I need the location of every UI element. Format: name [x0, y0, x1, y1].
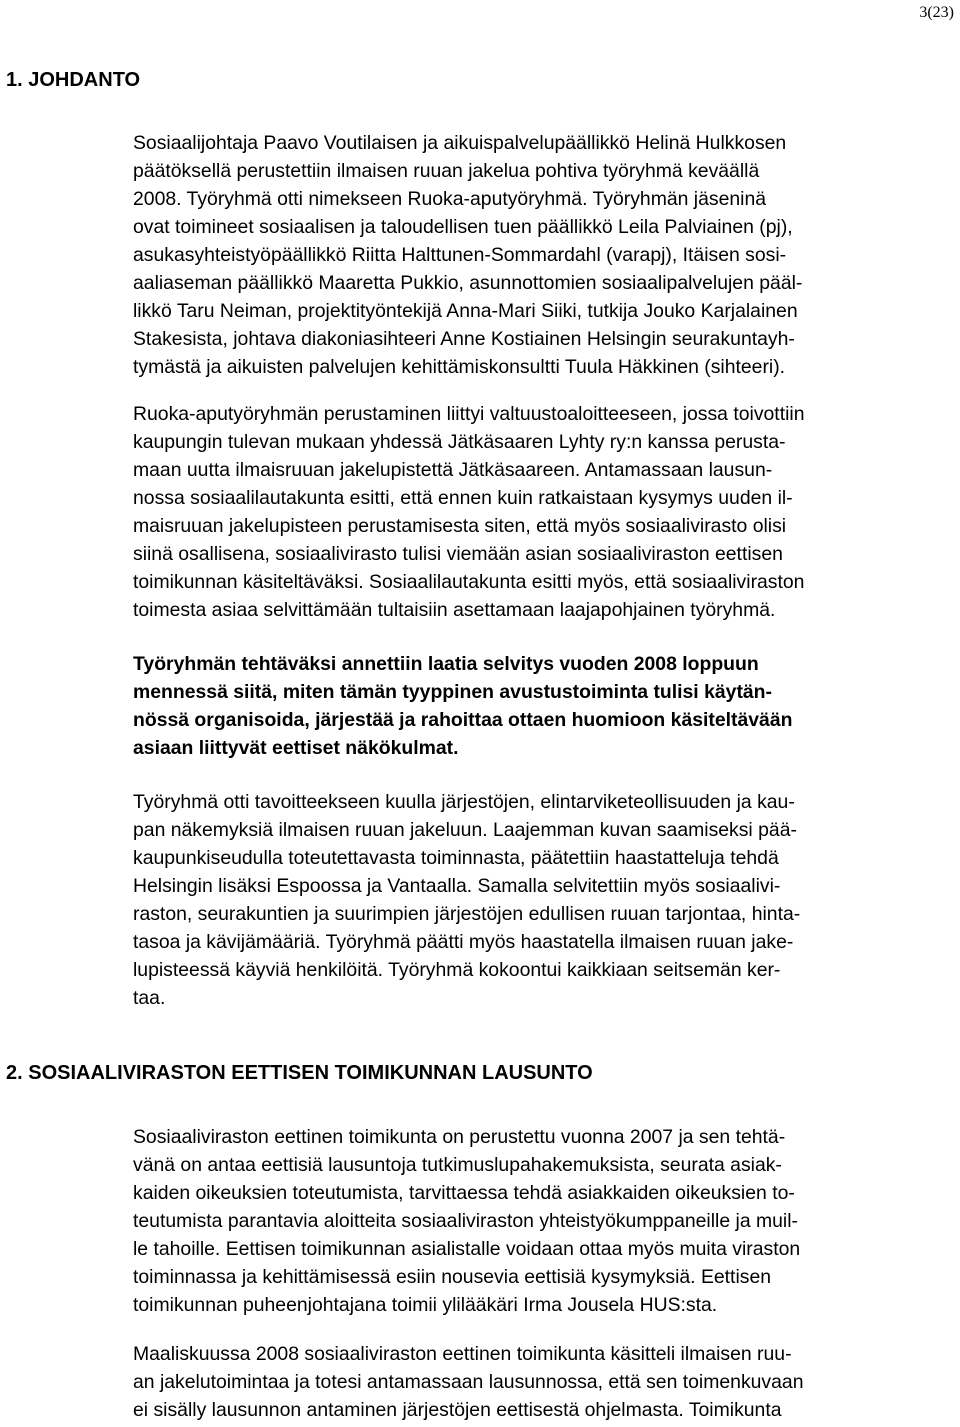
text-line: nössä organisoida, järjestää ja rahoittaa ottaen huomioon käsiteltävään	[133, 709, 793, 731]
text-line: kaiden oikeuksien toteutumista, tarvittaessa tehdä asiakkaiden oikeuksien to-	[133, 1182, 795, 1204]
paragraph-goals	[133, 788, 960, 1012]
text-line: le tahoille. Eettisen toimikunnan asialistalle voidaan ottaa myös muita viraston	[133, 1238, 801, 1260]
text-line: ovat toimineet sosiaalisen ja taloudellisen tuen päällikkö Leila Palviainen (pj),	[133, 216, 793, 238]
text-line: maisruuan jakelupisteen perustamisesta siten, että myös sosiaalivirasto olisi	[133, 515, 787, 537]
text-line: siinä osallisena, sosiaalivirasto tulisi viemään asian sosiaaliviraston eettisen	[133, 543, 783, 565]
text-line: Sosiaalijohtaja Paavo Voutilaisen ja aikuispalvelupäällikkö Helinä Hulkkosen	[133, 132, 787, 154]
section-heading-johdanto: 1. JOHDANTO	[6, 69, 141, 91]
paragraph-statement	[133, 1340, 960, 1424]
paragraph-task	[133, 650, 960, 762]
text-line: Ruoka-aputyöryhmän perustaminen liittyi valtuustoaloitteeseen, jossa toivottiin	[133, 403, 805, 425]
text-line: aaliaseman päällikkö Maaretta Pukkio, asunnottomien sosiaalipalvelujen pääl-	[133, 272, 803, 294]
section-heading-ethics-committee: 2. SOSIAALIVIRASTON EETTISEN TOIMIKUNNAN LAUSUNTO	[6, 1062, 593, 1084]
text-line: asukasyhteistyöpäällikkö Riitta Halttunen-Sommardahl (varapj), Itäisen sosi-	[133, 244, 787, 266]
text-line: lupisteessä käyviä henkilöitä. Työryhmä kokoontui kaikkiaan seitsemän ker-	[133, 959, 781, 981]
text-line: tasoa ja kävijämääriä. Työryhmä päätti myös haastatella ilmaisen ruuan jake-	[133, 931, 794, 953]
text-line: raston, seurakuntien ja suurimpien järjestöjen edullisen ruuan tarjontaa, hinta-	[133, 903, 801, 925]
text-line: Helsingin lisäksi Espoossa ja Vantaalla. Samalla selvitettiin myös sosiaalivi-	[133, 875, 781, 897]
text-line: teutumista parantavia aloitteita sosiaaliviraston yhteistyökumppaneille ja muil-	[133, 1210, 799, 1232]
text-line: likkö Taru Neiman, projektityöntekijä Anna-Mari Siiki, tutkija Jouko Karjalainen	[133, 300, 798, 322]
text-line: maan uutta ilmaisruuan jakelupistettä Jätkäsaareen. Antamassaan lausun-	[133, 459, 773, 481]
text-line: toiminnassa ja kehittämisessä esiin nousevia eettisiä kysymyksiä. Eettisen	[133, 1266, 772, 1288]
text-line: nossa sosiaalilautakunta esitti, että ennen kuin ratkaistaan kysymys uuden il-	[133, 487, 793, 509]
text-line: Työryhmä otti tavoitteekseen kuulla järjestöjen, elintarviketeollisuuden ja kau-	[133, 791, 795, 813]
text-line: toimesta asiaa selvittämään tultaisiin asettamaan laajapohjainen työryhmä.	[133, 599, 776, 621]
text-line: 2008. Työryhmä otti nimekseen Ruoka-aputyöryhmä. Työryhmän jäseninä	[133, 188, 767, 210]
text-line: toimikunnan puheenjohtajana toimii ylilääkäri Irma Jousela HUS:sta.	[133, 1294, 718, 1316]
text-line: pan näkemyksiä ilmaisen ruuan jakeluun. Laajemman kuvan saamiseksi pää-	[133, 819, 797, 841]
text-line: Maaliskuussa 2008 sosiaaliviraston eettinen toimikunta käsitteli ilmaisen ruu-	[133, 1343, 792, 1365]
text-line: päätöksellä perustettiin ilmaisen ruuan jakelua pohtiva työryhmä keväällä	[133, 160, 760, 182]
text-line: toimikunnan käsiteltäväksi. Sosiaalilautakunta esitti myös, että sosiaaliviraston	[133, 571, 805, 593]
text-line: kaupunkiseudulla toteutettavasta toiminnasta, päätettiin haastatteluja tehdä	[133, 847, 779, 869]
text-line: kaupungin tulevan mukaan yhdessä Jätkäsaaren Lyhty ry:n kanssa perusta-	[133, 431, 786, 453]
text-line: ei sisälly lausunnon antaminen järjestöjen eettisestä ohjelmasta. Toimikunta	[133, 1399, 782, 1421]
text-line: taa.	[133, 987, 166, 1009]
page-number: 3(23)	[919, 4, 954, 21]
text-line: mennessä siitä, miten tämän tyyppinen avustustoiminta tulisi käytän-	[133, 681, 772, 703]
text-line: tymästä ja aikuisten palvelujen kehittämiskonsultti Tuula Häkkinen (sihteeri).	[133, 356, 786, 378]
text-line: Sosiaaliviraston eettinen toimikunta on perustettu vuonna 2007 ja sen tehtä-	[133, 1126, 786, 1148]
text-line: asiaan liittyvät eettiset näkökulmat.	[133, 737, 459, 759]
text-line: Työryhmän tehtäväksi annettiin laatia selvitys vuoden 2008 loppuun	[133, 653, 759, 675]
text-line: Stakesista, johtava diakoniasihteeri Anne Kostiainen Helsingin seurakuntayh-	[133, 328, 795, 350]
paragraph-background	[133, 400, 960, 624]
paragraph-intro	[133, 129, 960, 381]
text-line: vänä on antaa eettisiä lausuntoja tutkimuslupahakemuksista, seurata asiak-	[133, 1154, 782, 1176]
text-line: an jakelutoimintaa ja totesi antamassaan lausunnossa, että sen toimenkuvaan	[133, 1371, 804, 1393]
paragraph-committee	[133, 1123, 960, 1319]
